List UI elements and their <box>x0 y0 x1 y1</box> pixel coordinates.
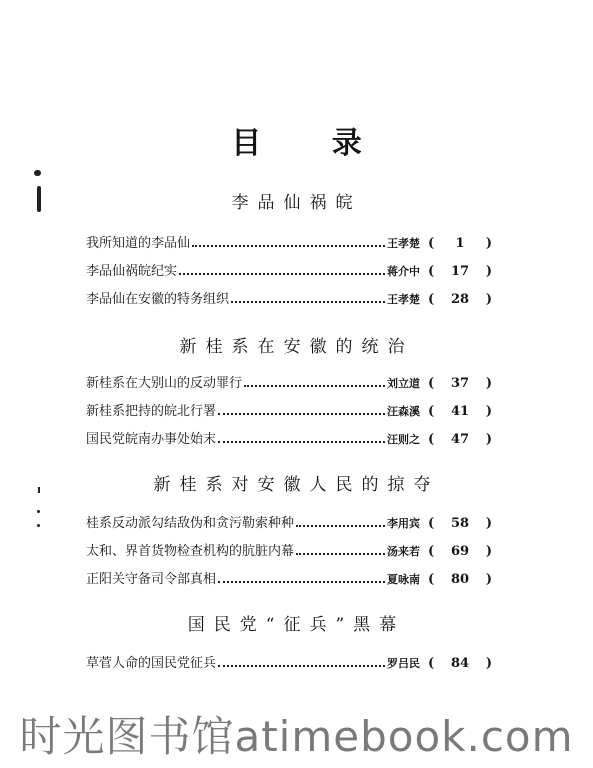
entry-author: 汪则之 <box>387 433 420 446</box>
entry-page: ( 84 ) <box>428 656 492 671</box>
entry-title: 李品仙在安徽的特务组织 <box>86 292 230 307</box>
entry-author: 王孝楚 <box>387 293 420 306</box>
dot-leader <box>179 273 385 275</box>
toc-entry[interactable] <box>86 512 492 534</box>
entry-page: ( 47 ) <box>428 432 492 447</box>
entry-page: ( 80 ) <box>428 572 492 587</box>
entry-page: ( 58 ) <box>428 516 492 531</box>
entry-page: ( 1 ) <box>428 236 492 251</box>
dot-leader <box>296 525 385 527</box>
scan-mark <box>37 186 41 212</box>
section-heading: 李品仙祸皖 <box>231 193 362 213</box>
scan-mark <box>37 510 40 513</box>
dot-leader <box>231 301 385 303</box>
entry-title: 我所知道的李品仙 <box>86 236 191 251</box>
entry-author: 刘立道 <box>387 377 420 390</box>
page-title: 目 录 <box>231 126 392 161</box>
entry-page: ( 28 ) <box>428 292 492 307</box>
entry-title: 李品仙祸皖纪实 <box>86 264 178 279</box>
toc-entry[interactable] <box>86 232 492 254</box>
toc-entry[interactable] <box>86 400 492 422</box>
scan-mark <box>38 487 40 493</box>
dot-leader <box>192 245 385 247</box>
toc-entry[interactable] <box>86 652 492 674</box>
entry-author: 蒋介中 <box>387 265 420 278</box>
entry-author: 罗吕民 <box>387 657 420 670</box>
entry-title: 新桂系在大别山的反动罪行 <box>86 376 243 391</box>
dot-leader <box>218 665 385 667</box>
entry-title: 新桂系把持的皖北行署 <box>86 404 217 419</box>
toc-entry[interactable] <box>86 372 492 394</box>
dot-leader <box>218 413 385 415</box>
entry-title: 太和、界首货物检查机构的肮脏内幕 <box>86 544 295 559</box>
section-heading: 国民党“征兵”黑幕 <box>187 615 406 635</box>
entry-title: 桂系反动派勾结敌伪和贪污勒索种种 <box>86 516 295 531</box>
dot-leader <box>296 553 385 555</box>
dot-leader <box>244 385 385 387</box>
toc-entry[interactable] <box>86 288 492 310</box>
entry-author: 王孝楚 <box>387 237 420 250</box>
dot-leader <box>218 441 385 443</box>
entry-author: 汤来若 <box>387 545 420 558</box>
toc-entry[interactable] <box>86 568 492 590</box>
scan-mark <box>37 524 40 527</box>
entry-page: ( 69 ) <box>428 544 492 559</box>
section-heading: 新桂系在安徽的统治 <box>179 337 414 357</box>
entry-title: 正阳关守备司令部真相 <box>86 572 217 587</box>
toc-entry[interactable] <box>86 540 492 562</box>
watermark: 时光图书馆atimebook.com <box>19 712 574 761</box>
entry-page: ( 17 ) <box>428 264 492 279</box>
toc-entry[interactable] <box>86 428 492 450</box>
entry-author: 汪森溪 <box>387 405 420 418</box>
entry-page: ( 41 ) <box>428 404 492 419</box>
scan-mark <box>34 170 41 176</box>
entry-title: 国民党皖南办事处始末 <box>86 432 217 447</box>
entry-author: 夏咏南 <box>387 573 420 586</box>
section-heading: 新桂系对安徽人民的掠夺 <box>153 475 440 495</box>
toc-entry[interactable] <box>86 260 492 282</box>
entry-author: 李用宾 <box>387 517 420 530</box>
entry-title: 草菅人命的国民党征兵 <box>86 656 217 671</box>
dot-leader <box>218 581 385 583</box>
entry-page: ( 37 ) <box>428 376 492 391</box>
